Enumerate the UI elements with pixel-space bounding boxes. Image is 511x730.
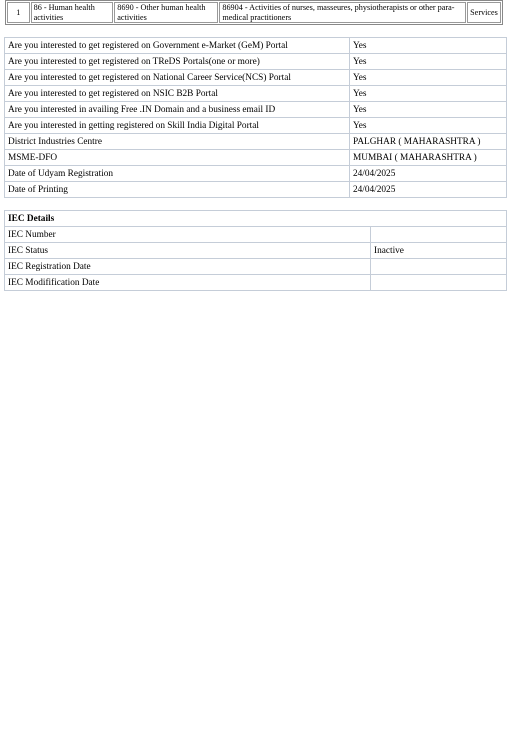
table-row bbox=[5, 134, 507, 150]
nsic-portal-label: Are you interested to get registered on NSIC B2B Portal bbox=[5, 86, 350, 102]
ncs-portal-label: Are you interested to get registered on National Career Service(NCS) Portal bbox=[5, 70, 350, 86]
iec-details-table bbox=[4, 210, 507, 291]
printing-date-value: 24/04/2025 bbox=[350, 182, 507, 198]
iec-registration-date-label: IEC Registration Date bbox=[5, 259, 371, 275]
iec-details-heading: IEC Details bbox=[5, 211, 507, 227]
iec-number-value bbox=[371, 227, 507, 243]
printing-date-label: Date of Printing bbox=[5, 182, 350, 198]
in-domain-label: Are you interested in availing Free .IN Domain and a business email ID bbox=[5, 102, 350, 118]
nic-5-digit: 86904 - Activities of nurses, masseures, physiotherapists or other para-medical practitioners bbox=[219, 2, 466, 23]
table-row bbox=[5, 182, 507, 198]
table-row bbox=[5, 102, 507, 118]
dic-label: District Industries Centre bbox=[5, 134, 350, 150]
treds-portal-label: Are you interested to get registered on TReDS Portals(one or more) bbox=[5, 54, 350, 70]
iec-number-label: IEC Number bbox=[5, 227, 371, 243]
table-row bbox=[5, 150, 507, 166]
table-row bbox=[5, 166, 507, 182]
treds-portal-value: Yes bbox=[350, 54, 507, 70]
table-row bbox=[5, 38, 507, 54]
nic-serial-number: 1 bbox=[7, 2, 30, 23]
nic-code-table bbox=[5, 0, 503, 25]
table-row bbox=[5, 70, 507, 86]
gem-portal-value: Yes bbox=[350, 38, 507, 54]
nic-code-row bbox=[7, 2, 501, 23]
table-row bbox=[5, 54, 507, 70]
table-row bbox=[5, 227, 507, 243]
iec-status-value: Inactive bbox=[371, 243, 507, 259]
iec-modification-date-value bbox=[371, 275, 507, 291]
table-row bbox=[5, 211, 507, 227]
msme-dfo-value: MUMBAI ( MAHARASHTRA ) bbox=[350, 150, 507, 166]
msme-dfo-label: MSME-DFO bbox=[5, 150, 350, 166]
table-row bbox=[5, 259, 507, 275]
table-row bbox=[5, 118, 507, 134]
skill-india-label: Are you interested in getting registered on Skill India Digital Portal bbox=[5, 118, 350, 134]
table-row bbox=[5, 275, 507, 291]
dic-value: PALGHAR ( MAHARASHTRA ) bbox=[350, 134, 507, 150]
iec-status-label: IEC Status bbox=[5, 243, 371, 259]
in-domain-value: Yes bbox=[350, 102, 507, 118]
table-row bbox=[5, 243, 507, 259]
nic-2-digit: 86 - Human health activities bbox=[31, 2, 114, 23]
table-row bbox=[5, 86, 507, 102]
iec-registration-date-value bbox=[371, 259, 507, 275]
nic-activity: Services bbox=[467, 2, 501, 23]
skill-india-value: Yes bbox=[350, 118, 507, 134]
nic-4-digit: 8690 - Other human health activities bbox=[114, 2, 218, 23]
registration-details-table bbox=[4, 37, 507, 198]
udyam-date-label: Date of Udyam Registration bbox=[5, 166, 350, 182]
udyam-date-value: 24/04/2025 bbox=[350, 166, 507, 182]
iec-modification-date-label: IEC Modifification Date bbox=[5, 275, 371, 291]
gem-portal-label: Are you interested to get registered on Government e-Market (GeM) Portal bbox=[5, 38, 350, 54]
ncs-portal-value: Yes bbox=[350, 70, 507, 86]
nsic-portal-value: Yes bbox=[350, 86, 507, 102]
